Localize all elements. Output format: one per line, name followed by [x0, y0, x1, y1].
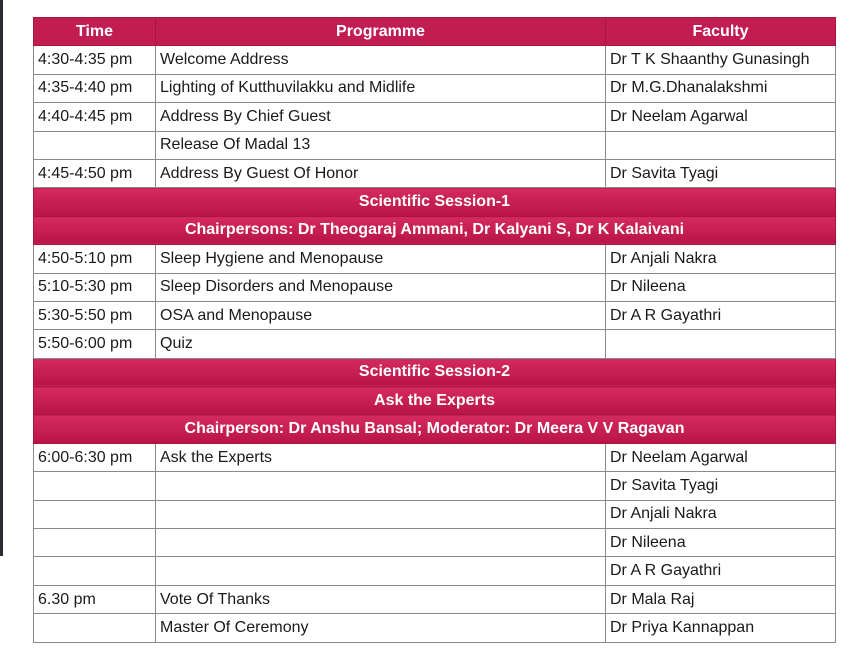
chairperson-title: Chairperson: Dr Anshu Bansal; Moderator: Dr Meera V V Ragavan: [34, 415, 836, 443]
programme-cell: Sleep Hygiene and Menopause: [156, 245, 606, 273]
table-row: [34, 74, 836, 102]
faculty-cell: Dr Priya Kannappan: [606, 614, 836, 642]
programme-cell: [156, 529, 606, 557]
programme-cell: Master Of Ceremony: [156, 614, 606, 642]
table-row: [34, 159, 836, 187]
session-band: [34, 188, 836, 216]
table-row: [34, 614, 836, 642]
table-row: [34, 585, 836, 613]
time-cell: 6.30 pm: [34, 585, 156, 613]
programme-cell: Ask the Experts: [156, 443, 606, 471]
table-row: [34, 443, 836, 471]
table-row: [34, 273, 836, 301]
chairpersons-title: Chairpersons: Dr Theogaraj Ammani, Dr Kalyani S, Dr K Kalaivani: [34, 216, 836, 244]
time-header: Time: [34, 18, 156, 46]
programme-cell: [156, 500, 606, 528]
faculty-cell: [606, 131, 836, 159]
programme-cell: Lighting of Kutthuvilakku and Midlife: [156, 74, 606, 102]
faculty-cell: Dr A R Gayathri: [606, 557, 836, 585]
faculty-cell: Dr Neelam Agarwal: [606, 443, 836, 471]
experts-band: [34, 387, 836, 415]
programme-cell: OSA and Menopause: [156, 301, 606, 329]
time-cell: 5:10-5:30 pm: [34, 273, 156, 301]
chairpersons-band: [34, 216, 836, 244]
faculty-cell: Dr Savita Tyagi: [606, 472, 836, 500]
time-cell: 4:50-5:10 pm: [34, 245, 156, 273]
time-cell: [34, 529, 156, 557]
faculty-cell: Dr Mala Raj: [606, 585, 836, 613]
chairperson-band: [34, 415, 836, 443]
table-row: [34, 103, 836, 131]
programme-header: Programme: [156, 18, 606, 46]
faculty-cell: Dr Nileena: [606, 529, 836, 557]
header-row: [34, 18, 836, 46]
programme-table: [33, 17, 836, 643]
time-cell: [34, 131, 156, 159]
time-cell: 4:40-4:45 pm: [34, 103, 156, 131]
faculty-cell: Dr Anjali Nakra: [606, 500, 836, 528]
faculty-cell: [606, 330, 836, 358]
time-cell: 5:30-5:50 pm: [34, 301, 156, 329]
time-cell: [34, 614, 156, 642]
table-row: [34, 245, 836, 273]
table-row: [34, 46, 836, 74]
table-row: [34, 472, 836, 500]
time-cell: 4:30-4:35 pm: [34, 46, 156, 74]
time-cell: 6:00-6:30 pm: [34, 443, 156, 471]
programme-cell: Quiz: [156, 330, 606, 358]
time-cell: 5:50-6:00 pm: [34, 330, 156, 358]
table-row: [34, 301, 836, 329]
session-band-title: Scientific Session-1: [34, 188, 836, 216]
session-band: [34, 358, 836, 386]
table-row: [34, 529, 836, 557]
programme-cell: [156, 557, 606, 585]
table-row: [34, 557, 836, 585]
faculty-cell: Dr T K Shaanthy Gunasingh: [606, 46, 836, 74]
programme-cell: Welcome Address: [156, 46, 606, 74]
programme-cell: [156, 472, 606, 500]
table-row: [34, 330, 836, 358]
time-cell: 4:35-4:40 pm: [34, 74, 156, 102]
programme-cell: Address By Guest Of Honor: [156, 159, 606, 187]
programme-cell: Release Of Madal 13: [156, 131, 606, 159]
programme-cell: Vote Of Thanks: [156, 585, 606, 613]
faculty-cell: Dr Nileena: [606, 273, 836, 301]
time-cell: 4:45-4:50 pm: [34, 159, 156, 187]
left-edge-bar: [0, 0, 3, 556]
faculty-cell: Dr A R Gayathri: [606, 301, 836, 329]
programme-cell: Address By Chief Guest: [156, 103, 606, 131]
faculty-cell: Dr M.G.Dhanalakshmi: [606, 74, 836, 102]
programme-cell: Sleep Disorders and Menopause: [156, 273, 606, 301]
time-cell: [34, 472, 156, 500]
faculty-cell: Dr Neelam Agarwal: [606, 103, 836, 131]
time-cell: [34, 557, 156, 585]
faculty-header: Faculty: [606, 18, 836, 46]
table-row: [34, 131, 836, 159]
faculty-cell: Dr Savita Tyagi: [606, 159, 836, 187]
experts-band-title: Ask the Experts: [34, 387, 836, 415]
time-cell: [34, 500, 156, 528]
faculty-cell: Dr Anjali Nakra: [606, 245, 836, 273]
session-band-title: Scientific Session-2: [34, 358, 836, 386]
table-row: [34, 500, 836, 528]
